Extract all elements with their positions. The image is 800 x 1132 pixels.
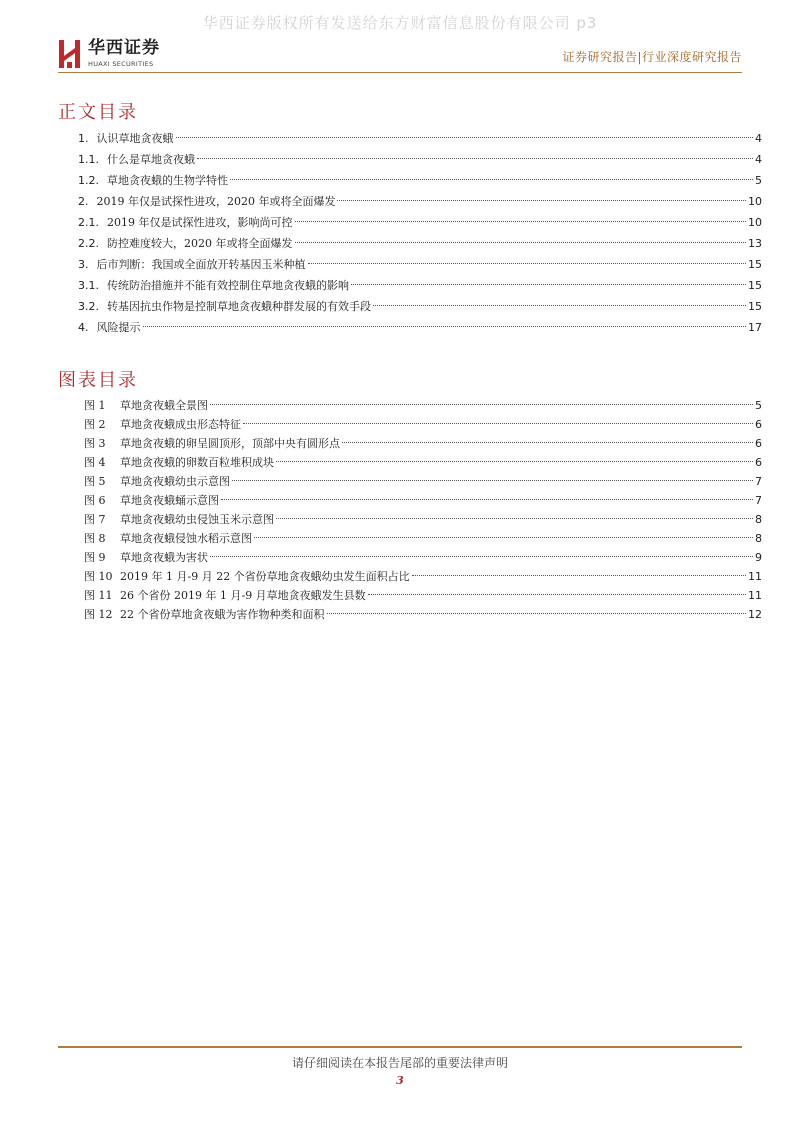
dot-leader	[308, 263, 747, 264]
logo-name-en: HUAXI SECURITIES	[88, 60, 154, 69]
dot-leader	[210, 404, 753, 405]
entry-page: 12	[748, 608, 762, 621]
entry-number: 4.	[78, 321, 89, 334]
entry-page: 9	[755, 551, 762, 564]
dot-leader	[232, 480, 753, 481]
figure-entry[interactable]	[84, 415, 762, 434]
company-logo	[58, 38, 160, 70]
entry-title: 防控难度较大，2020 年或将全面爆发	[107, 237, 293, 250]
toc-entry[interactable]	[78, 191, 762, 212]
entry-title: 草地贪夜蛾为害状	[120, 551, 208, 564]
dot-leader	[327, 613, 747, 614]
entry-page: 6	[755, 418, 762, 431]
dot-leader	[276, 518, 753, 519]
dot-leader	[221, 499, 753, 500]
figure-entry[interactable]	[84, 453, 762, 472]
figure-entry[interactable]	[84, 529, 762, 548]
toc-entry[interactable]	[78, 149, 762, 170]
legal-notice: 请仔细阅读在本报告尾部的重要法律声明	[291, 1056, 508, 1070]
entry-page: 7	[755, 494, 762, 507]
entry-number: 图 12	[84, 608, 113, 621]
dot-leader	[295, 221, 747, 222]
logo-name-cn: 华西证券	[88, 38, 160, 59]
entry-number: 2.2.	[78, 237, 99, 250]
entry-number: 1.1.	[78, 153, 99, 166]
entry-title: 风险提示	[96, 321, 141, 334]
figure-entry[interactable]	[84, 567, 762, 586]
entry-page: 10	[748, 216, 762, 229]
figure-entry[interactable]	[84, 605, 762, 624]
entry-title: 转基因抗虫作物是控制草地贪夜蛾种群发展的有效手段	[107, 300, 371, 313]
entry-title: 草地贪夜蛾成虫形态特征	[120, 418, 241, 431]
toc-entry[interactable]	[78, 170, 762, 191]
header-divider	[58, 72, 742, 73]
entry-title: 草地贪夜蛾幼虫示意图	[120, 475, 230, 488]
page-number: 3	[396, 1074, 404, 1087]
entry-title: 2019 年 1 月-9 月 22 个省份草地贪夜蛾幼虫发生面积占比	[120, 570, 410, 583]
dot-leader	[176, 137, 754, 138]
dot-leader	[342, 442, 753, 443]
figure-entry[interactable]	[84, 434, 762, 453]
entry-title: 后市判断：我国或全面放开转基因玉米种植	[96, 258, 306, 271]
figure-entry[interactable]	[84, 586, 762, 605]
entry-page: 4	[755, 153, 762, 166]
entry-page: 8	[755, 532, 762, 545]
entry-number: 图 9	[84, 551, 106, 564]
dot-leader	[254, 537, 753, 538]
figure-entry[interactable]	[84, 472, 762, 491]
dot-leader	[243, 423, 753, 424]
dot-leader	[295, 242, 747, 243]
entry-number: 图 6	[84, 494, 106, 507]
entry-title: 传统防治措施并不能有效控制住草地贪夜蛾的影响	[107, 279, 349, 292]
entry-number: 2.	[78, 195, 89, 208]
entry-number: 图 2	[84, 418, 106, 431]
entry-page: 15	[748, 258, 762, 271]
entry-title: 草地贪夜蛾侵蚀水稻示意图	[120, 532, 252, 545]
dot-leader	[197, 158, 753, 159]
entry-page: 5	[755, 174, 762, 187]
entry-number: 图 7	[84, 513, 106, 526]
entry-number: 2.1.	[78, 216, 99, 229]
dot-leader	[143, 326, 747, 327]
entry-page: 15	[748, 279, 762, 292]
toc-entry[interactable]	[78, 128, 762, 149]
dot-leader	[210, 556, 753, 557]
entry-number: 图 11	[84, 589, 113, 602]
entry-page: 6	[755, 456, 762, 469]
entry-title: 22 个省份草地贪夜蛾为害作物种类和面积	[120, 608, 325, 621]
entry-title: 2019 年仅是试探性进攻，2020 年或将全面爆发	[96, 195, 336, 208]
entry-number: 1.	[78, 132, 89, 145]
dot-leader	[230, 179, 753, 180]
entry-page: 5	[755, 399, 762, 412]
entry-title: 草地贪夜蛾蛹示意图	[120, 494, 219, 507]
entry-title: 草地贪夜蛾的卵呈圆顶形，顶部中央有圆形点	[120, 437, 340, 450]
entry-page: 8	[755, 513, 762, 526]
huaxi-logo-icon	[58, 38, 82, 70]
entry-title: 草地贪夜蛾全景图	[120, 399, 208, 412]
figure-entry[interactable]	[84, 491, 762, 510]
watermark: 华西证券版权所有发送给东方财富信息股份有限公司 p3	[202, 14, 598, 32]
dot-leader	[337, 200, 746, 201]
entry-page: 15	[748, 300, 762, 313]
figure-entry[interactable]	[84, 396, 762, 415]
entry-page: 17	[748, 321, 762, 334]
figure-entry[interactable]	[84, 548, 762, 567]
entry-page: 11	[748, 570, 762, 583]
entry-page: 6	[755, 437, 762, 450]
dot-leader	[276, 461, 753, 462]
toc-entry[interactable]	[78, 254, 762, 275]
figures-heading: 图表目录	[58, 370, 138, 391]
entry-page: 10	[748, 195, 762, 208]
entry-number: 图 1	[84, 399, 106, 412]
entry-number: 图 8	[84, 532, 106, 545]
toc-entry[interactable]	[78, 275, 762, 296]
entry-number: 图 5	[84, 475, 106, 488]
toc-entry[interactable]	[78, 212, 762, 233]
entry-title: 草地贪夜蛾幼虫侵蚀玉米示意图	[120, 513, 274, 526]
entry-number: 图 3	[84, 437, 106, 450]
entry-title: 认识草地贪夜蛾	[96, 132, 174, 145]
entry-title: 草地贪夜蛾的生物学特性	[107, 174, 228, 187]
entry-page: 4	[755, 132, 762, 145]
entry-number: 1.2.	[78, 174, 99, 187]
entry-number: 3.1.	[78, 279, 99, 292]
toc-list	[78, 128, 762, 338]
entry-number: 图 4	[84, 456, 106, 469]
toc-entry[interactable]	[78, 296, 762, 317]
entry-title: 26 个省份 2019 年 1 月-9 月草地贪夜蛾发生县数	[120, 589, 366, 602]
toc-heading: 正文目录	[58, 102, 138, 123]
toc-entry[interactable]	[78, 233, 762, 254]
figure-entry[interactable]	[84, 510, 762, 529]
dot-leader	[373, 305, 746, 306]
toc-entry[interactable]	[78, 317, 762, 338]
dot-leader	[412, 575, 746, 576]
entry-page: 11	[748, 589, 762, 602]
dot-leader	[368, 594, 746, 595]
entry-number: 3.2.	[78, 300, 99, 313]
entry-number: 3.	[78, 258, 89, 271]
entry-title: 草地贪夜蛾的卵数百粒堆积成块	[120, 456, 274, 469]
entry-title: 2019 年仅是试探性进攻，影响尚可控	[107, 216, 293, 229]
entry-title: 什么是草地贪夜蛾	[107, 153, 195, 166]
entry-page: 13	[748, 237, 762, 250]
footer-divider	[58, 1046, 742, 1048]
figures-list	[84, 396, 762, 624]
dot-leader	[351, 284, 746, 285]
entry-number: 图 10	[84, 570, 113, 583]
entry-page: 7	[755, 475, 762, 488]
report-type: 证券研究报告|行业深度研究报告	[562, 50, 742, 64]
